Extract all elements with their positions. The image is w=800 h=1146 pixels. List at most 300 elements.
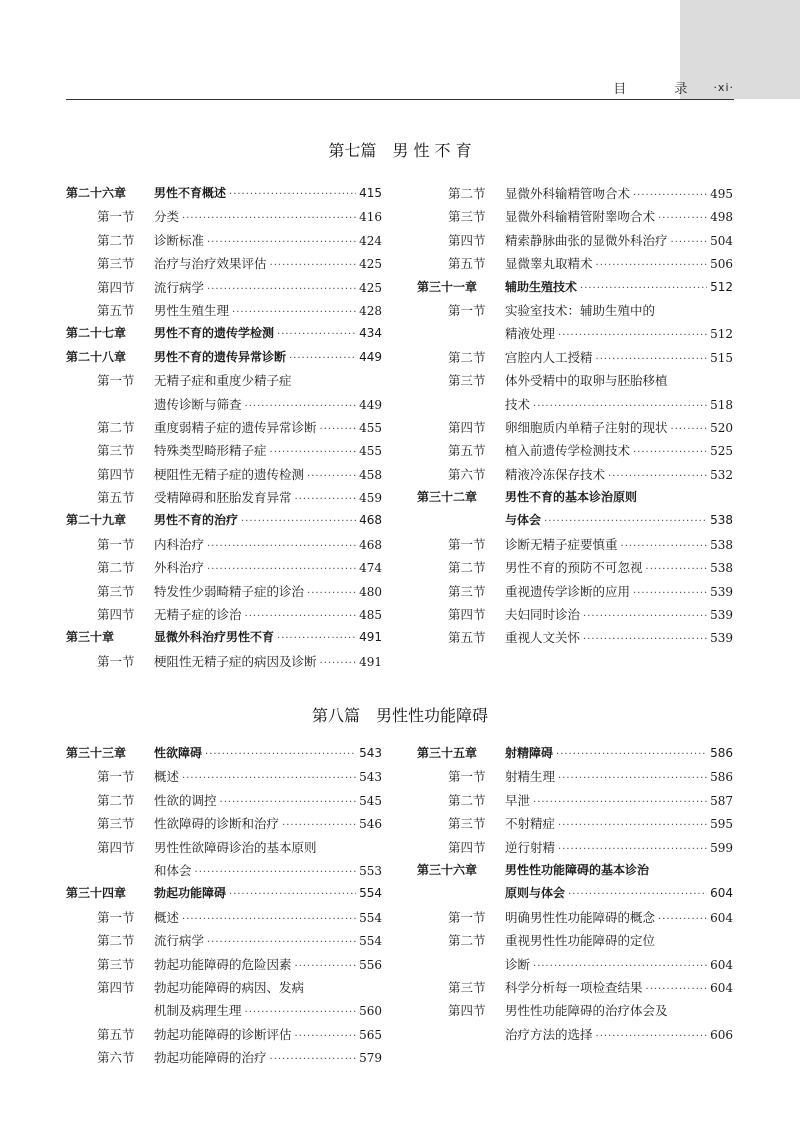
dot-leader xyxy=(558,324,707,347)
toc-entry xyxy=(417,556,733,579)
entry-page: 579 xyxy=(359,1051,382,1066)
dot-leader xyxy=(232,301,356,324)
entry-title: 遗传诊断与筛查 xyxy=(154,396,242,412)
dot-leader xyxy=(558,767,707,790)
dot-leader xyxy=(245,1001,357,1024)
dot-leader xyxy=(207,535,356,558)
entry-title: 男性不育的预防不可忽视 xyxy=(505,560,643,576)
entry-title: 勃起功能障碍的诊断评估 xyxy=(154,1026,292,1042)
toc-entry xyxy=(66,603,382,626)
toc-entry xyxy=(66,882,382,905)
toc-entry xyxy=(417,836,733,859)
entry-number: 第三节 xyxy=(448,979,486,995)
toc-entry xyxy=(417,906,733,929)
entry-page: 415 xyxy=(359,186,382,200)
entry-title: 科学分析每一项检查结果 xyxy=(505,979,643,995)
entry-page: 455 xyxy=(359,420,382,435)
entry-page: 586 xyxy=(710,746,733,760)
entry-title: 夫妇同时诊治 xyxy=(505,607,581,623)
part-title xyxy=(66,703,734,726)
entry-number: 第一节 xyxy=(448,909,486,925)
toc-entry xyxy=(66,906,382,929)
entry-title: 治疗与治疗效果评估 xyxy=(154,256,267,272)
entry-number: 第一节 xyxy=(97,536,135,552)
dot-leader xyxy=(596,348,708,371)
entry-page: 554 xyxy=(359,910,382,925)
entry-page: 425 xyxy=(359,280,382,295)
entry-title: 精索静脉曲张的显微外科治疗 xyxy=(505,232,668,248)
toc-entry xyxy=(417,929,733,952)
toc-entry xyxy=(417,999,733,1022)
toc-entry xyxy=(417,463,733,486)
dot-leader xyxy=(182,767,356,790)
entry-title: 和体会 xyxy=(154,862,192,878)
entry-page: 520 xyxy=(710,420,733,435)
entry-page: 546 xyxy=(359,817,382,832)
entry-number: 第二节 xyxy=(97,933,135,949)
toc-entry xyxy=(66,509,382,532)
dot-leader xyxy=(205,743,356,766)
entry-page: 491 xyxy=(359,630,382,645)
entry-number: 第三节 xyxy=(97,583,135,599)
entry-title: 重度弱精子症的遗传异常诊断 xyxy=(154,419,317,435)
entry-title: 受精障碍和胚胎发育异常 xyxy=(154,490,292,506)
toc-entry xyxy=(66,252,382,275)
entry-number: 第二节 xyxy=(97,792,135,808)
header-rule xyxy=(66,99,734,100)
dot-leader xyxy=(182,207,356,230)
entry-number: 第四节 xyxy=(448,1003,486,1019)
entry-title: 分类 xyxy=(154,209,180,225)
entry-title: 显微睾丸取精术 xyxy=(505,256,593,272)
entry-page: 554 xyxy=(359,886,382,901)
entry-page: 556 xyxy=(359,957,382,972)
entry-page: 543 xyxy=(359,770,382,785)
dot-leader xyxy=(307,465,356,488)
toc-entry xyxy=(66,976,382,999)
dot-leader xyxy=(556,743,707,766)
dot-leader xyxy=(558,838,707,861)
part-title-text: 第七篇 男 性 不 育 xyxy=(328,141,472,160)
toc-column-left xyxy=(66,742,382,1069)
entry-title: 男性性功能障碍的基本诊治 xyxy=(505,862,650,877)
toc-entry xyxy=(417,789,733,812)
toc-entry xyxy=(66,1023,382,1046)
entry-number: 第三十四章 xyxy=(66,886,127,901)
entry-page: 468 xyxy=(359,513,382,528)
toc-entry xyxy=(66,416,382,439)
entry-page: 485 xyxy=(359,608,382,623)
toc-entry xyxy=(417,882,733,905)
entry-title: 精液冷冻保存技术 xyxy=(505,466,606,482)
entry-number: 第一节 xyxy=(97,909,135,925)
entry-number: 第四节 xyxy=(448,419,486,435)
entry-page: 512 xyxy=(710,327,733,342)
dot-leader xyxy=(207,278,356,301)
toc-entry xyxy=(417,252,733,275)
entry-page: 606 xyxy=(710,1027,733,1042)
entry-page: 604 xyxy=(710,957,733,972)
running-header xyxy=(66,76,734,98)
toc-entry xyxy=(66,229,382,252)
entry-title: 梗阻性无精子症的病因及诊断 xyxy=(154,653,317,669)
entry-number: 第四节 xyxy=(448,232,486,248)
toc-column-left xyxy=(66,182,382,673)
entry-number: 第一节 xyxy=(448,536,486,552)
entry-number: 第二节 xyxy=(448,792,486,808)
entry-title: 性欲障碍 xyxy=(154,746,203,760)
entry-number: 第六节 xyxy=(448,466,486,482)
entry-title: 无精子症的诊治 xyxy=(154,607,242,623)
entry-title: 概述 xyxy=(154,769,180,785)
dot-leader xyxy=(633,184,707,207)
toc-entry xyxy=(66,812,382,835)
header-title: 目 录 xyxy=(613,81,710,97)
toc-entry xyxy=(417,276,733,299)
entry-title: 植入前遗传学检测技术 xyxy=(505,443,631,459)
entry-number: 第一节 xyxy=(97,209,135,225)
entry-number: 第六节 xyxy=(97,1050,135,1066)
dot-leader xyxy=(533,791,707,814)
toc-entry xyxy=(66,765,382,788)
entry-page: 512 xyxy=(710,279,733,294)
entry-number: 第二节 xyxy=(448,186,486,201)
toc-entry xyxy=(66,439,382,462)
entry-title: 特殊类型畸形精子症 xyxy=(154,443,267,459)
dot-leader xyxy=(207,231,356,254)
entry-page: 491 xyxy=(359,654,382,669)
entry-page: 449 xyxy=(359,397,382,412)
entry-title: 不射精症 xyxy=(505,816,556,832)
entry-number: 第三节 xyxy=(97,256,135,272)
toc-entry xyxy=(417,205,733,228)
entry-title: 男性不育的基本诊治原则 xyxy=(505,490,638,505)
entry-page: 506 xyxy=(710,257,733,272)
dot-leader xyxy=(608,465,707,488)
entry-number: 第二十七章 xyxy=(66,326,127,341)
dot-leader xyxy=(229,883,356,906)
toc-column-right xyxy=(417,742,733,1046)
entry-page: 474 xyxy=(359,561,382,576)
entry-page: 587 xyxy=(710,793,733,808)
entry-title: 精液处理 xyxy=(505,326,556,342)
entry-number: 第四节 xyxy=(448,607,486,623)
toc-entry xyxy=(66,953,382,976)
dot-leader xyxy=(580,277,707,300)
toc-entry xyxy=(417,603,733,626)
dot-leader xyxy=(533,395,707,418)
entry-number: 第四节 xyxy=(97,279,135,295)
entry-number: 第五节 xyxy=(97,1026,135,1042)
toc-entry xyxy=(66,533,382,556)
entry-title: 机制及病理生理 xyxy=(154,1003,242,1019)
dot-leader xyxy=(633,441,707,464)
entry-title: 诊断 xyxy=(505,956,531,972)
entry-page: 599 xyxy=(710,840,733,855)
entry-page: 498 xyxy=(710,210,733,225)
entry-page: 518 xyxy=(710,397,733,412)
entry-page: 565 xyxy=(359,1027,382,1042)
entry-number: 第二节 xyxy=(97,232,135,248)
toc-entry xyxy=(417,346,733,369)
dot-leader xyxy=(596,1025,708,1048)
entry-number: 第三节 xyxy=(97,443,135,459)
toc-entry xyxy=(417,1023,733,1046)
dot-leader xyxy=(220,791,357,814)
entry-number: 第三节 xyxy=(97,956,135,972)
dot-leader xyxy=(320,418,357,441)
dot-leader xyxy=(270,1048,357,1071)
entry-title: 显微外科输精管吻合术 xyxy=(505,186,631,201)
toc-entry xyxy=(417,765,733,788)
entry-title: 性欲的调控 xyxy=(154,792,217,808)
entry-number: 第三十五章 xyxy=(417,746,478,760)
entry-page: 543 xyxy=(359,746,382,760)
entry-number: 第三十一章 xyxy=(417,279,478,294)
toc-entry xyxy=(66,836,382,859)
dot-leader xyxy=(671,418,708,441)
dot-leader xyxy=(633,582,707,605)
entry-title: 射精障碍 xyxy=(505,746,554,760)
entry-number: 第二节 xyxy=(448,560,486,576)
entry-title: 诊断标准 xyxy=(154,232,205,248)
entry-page: 525 xyxy=(710,444,733,459)
dot-leader xyxy=(646,558,708,581)
dot-leader xyxy=(195,861,357,884)
toc-entry xyxy=(66,299,382,322)
dot-leader xyxy=(270,254,357,277)
entry-title: 外科治疗 xyxy=(154,560,205,576)
toc-entry xyxy=(66,626,382,649)
toc-entry xyxy=(66,486,382,509)
entry-page: 515 xyxy=(710,350,733,365)
entry-title: 重视人文关怀 xyxy=(505,630,581,646)
toc-entry xyxy=(66,322,382,345)
dot-leader xyxy=(544,510,707,533)
entry-title: 勃起功能障碍的病因、发病 xyxy=(154,979,305,995)
toc-entry xyxy=(417,229,733,252)
toc-entry xyxy=(417,322,733,345)
toc-entry xyxy=(417,369,733,392)
toc-entry xyxy=(417,859,733,882)
dot-leader xyxy=(558,814,707,837)
entry-page: 455 xyxy=(359,444,382,459)
toc-entry xyxy=(66,205,382,228)
toc-entry xyxy=(417,812,733,835)
entry-number: 第三节 xyxy=(448,373,486,389)
dot-leader xyxy=(229,183,356,206)
toc-entry xyxy=(66,650,382,673)
entry-page: 424 xyxy=(359,233,382,248)
entry-number: 第五节 xyxy=(97,490,135,506)
entry-title: 流行病学 xyxy=(154,933,205,949)
dot-leader xyxy=(671,231,708,254)
entry-title: 男性不育的治疗 xyxy=(154,513,239,528)
entry-page: 458 xyxy=(359,467,382,482)
toc-entry xyxy=(417,393,733,416)
entry-page: 554 xyxy=(359,934,382,949)
dot-leader xyxy=(295,488,357,511)
entry-title: 体外受精中的取卵与胚胎移植 xyxy=(505,373,668,389)
entry-page: 539 xyxy=(710,584,733,599)
entry-title: 实验室技术：辅助生殖中的 xyxy=(505,302,656,318)
dot-leader xyxy=(307,582,356,605)
toc-entry xyxy=(417,509,733,532)
entry-number: 第四节 xyxy=(97,979,135,995)
entry-page: 538 xyxy=(710,561,733,576)
entry-title: 技术 xyxy=(505,396,531,412)
entry-number: 第二十八章 xyxy=(66,349,127,364)
entry-title: 重视男性性功能障碍的定位 xyxy=(505,933,656,949)
entry-number: 第三节 xyxy=(448,816,486,832)
entry-number: 第一节 xyxy=(97,769,135,785)
entry-number: 第五节 xyxy=(448,630,486,646)
dot-leader xyxy=(583,628,707,651)
entry-number: 第三十二章 xyxy=(417,490,478,505)
entry-title: 内科治疗 xyxy=(154,536,205,552)
entry-title: 勃起功能障碍的危险因素 xyxy=(154,956,292,972)
toc-entry xyxy=(417,742,733,765)
entry-number: 第五节 xyxy=(448,443,486,459)
entry-title: 性欲障碍的诊断和治疗 xyxy=(154,816,280,832)
toc-entry xyxy=(417,580,733,603)
entry-number: 第四节 xyxy=(97,466,135,482)
entry-page: 480 xyxy=(359,584,382,599)
entry-page: 539 xyxy=(710,608,733,623)
dot-leader xyxy=(207,558,356,581)
toc-column-right xyxy=(417,182,733,650)
entry-number: 第二节 xyxy=(97,560,135,576)
toc-entry xyxy=(66,1046,382,1069)
entry-number: 第五节 xyxy=(97,302,135,318)
dot-leader xyxy=(295,955,357,978)
entry-title: 男性生殖生理 xyxy=(154,302,230,318)
toc-entry xyxy=(66,999,382,1022)
entry-number: 第二十九章 xyxy=(66,513,127,528)
entry-page: 560 xyxy=(359,1004,382,1019)
entry-number: 第一节 xyxy=(448,769,486,785)
toc-entry xyxy=(417,182,733,205)
toc-entry xyxy=(417,533,733,556)
entry-page: 595 xyxy=(710,817,733,832)
dot-leader xyxy=(295,1025,357,1048)
entry-page: 539 xyxy=(710,631,733,646)
entry-title: 显微外科治疗男性不育 xyxy=(154,630,275,645)
entry-title: 梗阻性无精子症的遗传检测 xyxy=(154,466,305,482)
toc-entry xyxy=(66,580,382,603)
entry-title: 卵细胞质内单精子注射的现状 xyxy=(505,419,668,435)
entry-title: 勃起功能障碍 xyxy=(154,886,227,901)
entry-number: 第三节 xyxy=(448,583,486,599)
entry-title: 明确男性性功能障碍的概念 xyxy=(505,909,656,925)
entry-title: 特发性少弱畸精子症的诊治 xyxy=(154,583,305,599)
toc-entry xyxy=(417,439,733,462)
entry-title: 治疗方法的选择 xyxy=(505,1026,593,1042)
dot-leader xyxy=(207,931,356,954)
dot-leader xyxy=(282,814,356,837)
entry-page: 459 xyxy=(359,491,382,506)
part-title-text: 第八篇 男性性功能障碍 xyxy=(311,706,488,725)
toc-entry xyxy=(66,789,382,812)
entry-page: 538 xyxy=(710,513,733,528)
entry-title: 无精子症和重度少精子症 xyxy=(154,373,292,389)
entry-page: 434 xyxy=(359,326,382,341)
entry-title: 辅助生殖技术 xyxy=(505,279,578,294)
entry-title: 概述 xyxy=(154,909,180,925)
entry-page: 553 xyxy=(359,863,382,878)
dot-leader xyxy=(646,978,708,1001)
entry-number: 第三十六章 xyxy=(417,862,478,877)
dot-leader xyxy=(621,535,708,558)
entry-page: 449 xyxy=(359,349,382,364)
toc-entry xyxy=(417,953,733,976)
dot-leader xyxy=(289,347,356,370)
entry-number: 第二节 xyxy=(97,419,135,435)
entry-title: 射精生理 xyxy=(505,769,556,785)
entry-page: 538 xyxy=(710,537,733,552)
dot-leader xyxy=(277,323,356,346)
entry-number: 第一节 xyxy=(448,302,486,318)
entry-page: 604 xyxy=(710,980,733,995)
toc-entry xyxy=(417,416,733,439)
entry-number: 第四节 xyxy=(97,839,135,855)
toc-entry xyxy=(417,486,733,509)
toc-entry xyxy=(417,299,733,322)
toc-entry xyxy=(66,369,382,392)
entry-page: 428 xyxy=(359,303,382,318)
toc-entry xyxy=(66,556,382,579)
toc-entry xyxy=(66,346,382,369)
entry-title: 流行病学 xyxy=(154,279,205,295)
toc-entry xyxy=(66,929,382,952)
entry-number: 第三节 xyxy=(448,209,486,225)
entry-page: 586 xyxy=(710,770,733,785)
toc-entry xyxy=(66,859,382,882)
entry-number: 第五节 xyxy=(448,256,486,272)
entry-title: 显微外科输精管附睾吻合术 xyxy=(505,209,656,225)
dot-leader xyxy=(658,207,707,230)
entry-title: 男性不育的遗传异常诊断 xyxy=(154,349,287,364)
entry-page: 468 xyxy=(359,537,382,552)
toc-entry xyxy=(417,626,733,649)
entry-title: 重视遗传学诊断的应用 xyxy=(505,583,631,599)
entry-page: 532 xyxy=(710,467,733,482)
entry-title: 原则与体会 xyxy=(505,886,566,901)
entry-title: 男性不育的遗传学检测 xyxy=(154,326,275,341)
entry-page: 416 xyxy=(359,210,382,225)
part-title xyxy=(66,138,734,161)
header-page-number: ·xi· xyxy=(713,80,734,94)
dot-leader xyxy=(245,605,357,628)
entry-page: 504 xyxy=(710,233,733,248)
entry-title: 宫腔内人工授精 xyxy=(505,349,593,365)
entry-number: 第三十三章 xyxy=(66,746,127,760)
dot-leader xyxy=(270,441,357,464)
entry-number: 第三十章 xyxy=(66,630,115,645)
entry-number: 第一节 xyxy=(97,373,135,389)
entry-number: 第四节 xyxy=(97,607,135,623)
entry-title: 早泄 xyxy=(505,792,531,808)
entry-page: 604 xyxy=(710,886,733,901)
toc-entry xyxy=(417,976,733,999)
entry-number: 第二节 xyxy=(448,933,486,949)
dot-leader xyxy=(568,883,707,906)
entry-number: 第四节 xyxy=(448,839,486,855)
entry-title: 男性性功能障碍的治疗体会及 xyxy=(505,1003,668,1019)
entry-number: 第三节 xyxy=(97,816,135,832)
toc-entry xyxy=(66,463,382,486)
dot-leader xyxy=(277,627,356,650)
